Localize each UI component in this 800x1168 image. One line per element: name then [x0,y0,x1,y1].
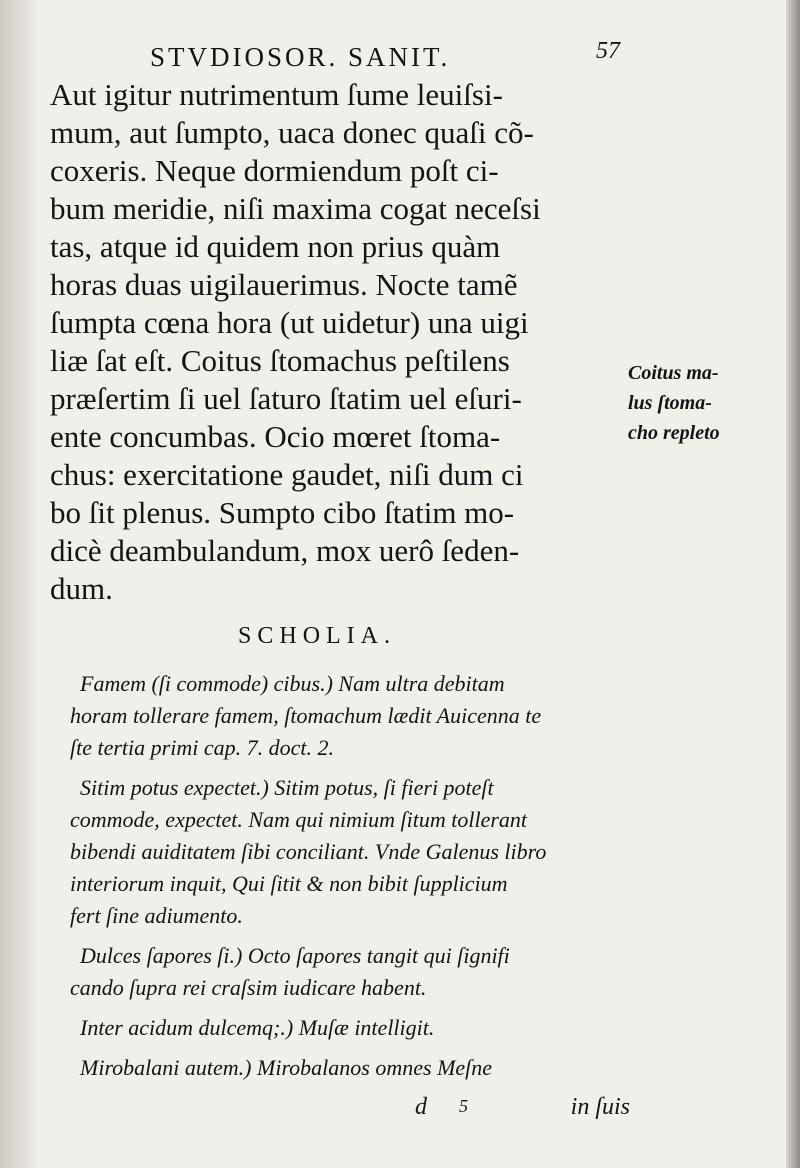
page-footer [415,1094,630,1128]
scholion-line: commode, expectet. Nam qui nimium ſitum tollerant [70,807,528,832]
scholion-entry [70,940,630,1004]
marginal-note-line: Coitus ma- [628,362,719,384]
scholion-line: Mirobalani autem.) Mirobalanos omnes Meſne [80,1055,493,1080]
page-edge [786,0,800,1168]
text-line: ſumpta cœna hora (ut uidetur) una uigi [50,305,529,340]
scholion-line: horam tollerare famem, ſtomachum lædit Auicenna te [70,703,542,728]
section-heading: SCHOLIA. [238,623,397,649]
marginal-note-line: lus ſtoma- [628,392,712,414]
page-header [150,38,620,78]
text-line: Aut igitur nutrimentum ſume leuiſsi- [50,77,503,112]
text-line: tas, atque id quidem non prius quàm [50,229,501,264]
catchword: in ſuis [570,1094,630,1120]
marginal-note [628,358,788,448]
scholion-line: Famem (ſi commode) cibus.) Nam ultra debitam [80,671,505,696]
signature-number: 5 [459,1096,468,1116]
scholion-line: Dulces ſapores ſi.) Octo ſapores tangit qui ſignifi [80,943,510,968]
text-line: horas duas uigilauerimus. Nocte tamẽ [50,267,518,302]
text-line: mum, aut ſumpto, uaca donec quaſi cõ- [50,115,534,150]
text-line: bo ſit plenus. Sumpto cibo ſtatim mo- [50,495,515,530]
scholion-entry [70,668,630,764]
text-line: dum. [50,571,113,606]
scholion-entry [70,1052,630,1084]
text-line: dicè deambulandum, mox uerô ſeden- [50,533,520,568]
marginal-note-line: cho repleto [628,422,720,444]
scholion-entry [70,772,630,932]
folio-number: 57 [596,38,620,64]
main-text-block [50,76,630,608]
text-line: coxeris. Neque dormiendum poſt ci- [50,153,499,188]
scholion-line: ſte tertia primi cap. 7. doct. 2. [70,735,334,760]
text-line: bum meridie, niſi maxima cogat neceſsi [50,191,541,226]
scholion-line: cando ſupra rei craſsim iudicare habent. [70,975,427,1000]
text-line: ente concumbas. Ocio mœret ſtoma- [50,419,501,454]
scholia-block [70,668,630,1092]
scholion-line: fert ſine adiumento. [70,903,243,928]
scholion-line: Inter acidum dulcemq;.) Muſæ intelligit. [80,1015,435,1040]
scholion-line: Sitim potus expectet.) Sitim potus, ſi fieri poteſt [80,775,494,800]
signature-mark: d [415,1094,427,1120]
scholion-entry [70,1012,630,1044]
text-line: liæ ſat eſt. Coitus ſtomachus peſtilens [50,343,510,378]
scholion-line: interiorum inquit, Qui ſitit & non bibit ſupplicium [70,871,508,896]
text-line: præſertim ſi uel ſaturo ſtatim uel eſuri- [50,381,522,416]
running-title: STVDIOSOR. SANIT. [150,42,451,72]
gutter-shadow [0,0,40,1168]
scholion-line: bibendi auiditatem ſibi conciliant. Vnde Galenus libro [70,839,547,864]
text-line: chus: exercitatione gaudet, niſi dum ci [50,457,524,492]
